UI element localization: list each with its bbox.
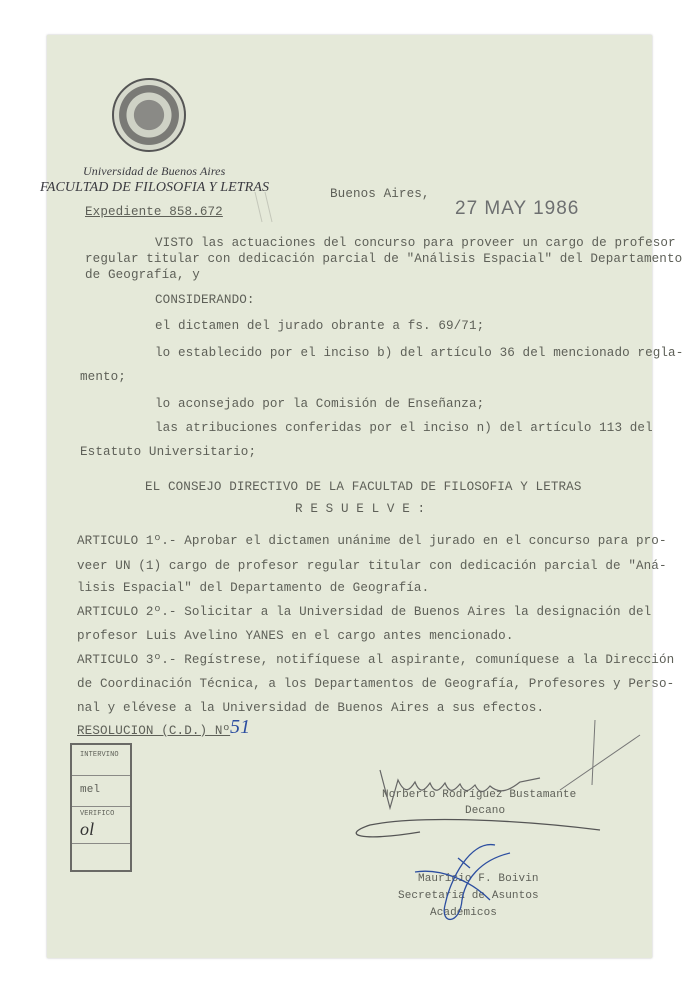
intervino-value: mel: [80, 784, 101, 796]
signatory-title: Decano: [465, 805, 506, 817]
consejo-heading: EL CONSEJO DIRECTIVO DE LA FACULTAD DE FILOSOFIA Y LETRAS: [145, 480, 582, 494]
signatory-name: Norberto Rodríguez Bustamante: [382, 789, 577, 801]
resolucion-number: 51: [230, 716, 251, 738]
considerando-item: Estatuto Universitario;: [80, 445, 257, 459]
date-stamp: 27 MAY 1986: [455, 198, 580, 219]
verifico-label: VERIFICO: [80, 810, 115, 818]
place: Buenos Aires,: [330, 187, 430, 201]
visto-line: regular titular con dedicación parcial de "Análisis Espacial" del Departamento: [85, 252, 683, 266]
visto-line: de Geografía, y: [85, 268, 200, 282]
articulo-2: profesor Luis Avelino YANES en el cargo antes mencionado.: [77, 629, 514, 643]
resuelve-heading: R E S U E L V E :: [295, 502, 426, 516]
signatory-title: Secretaria de Asuntos: [398, 890, 539, 902]
signatory-title: Académicos: [430, 907, 498, 919]
expediente: Expediente 858.672: [85, 205, 223, 219]
verifico-value: ol: [80, 819, 95, 839]
visto-line: VISTO las actuaciones del concurso para proveer un cargo de profesor: [155, 236, 676, 250]
articulo-1: ARTICULO 1º.- Aprobar el dictamen unánime del jurado en el concurso para pro-: [77, 534, 667, 548]
articulo-2: ARTICULO 2º.- Solicitar a la Universidad de Buenos Aires la designación del: [77, 605, 652, 619]
faculty-name: FACULTAD DE FILOSOFIA Y LETRAS: [40, 180, 270, 195]
considerando-heading: CONSIDERANDO:: [155, 293, 255, 307]
resolucion-label: RESOLUCION (C.D.) Nº: [77, 724, 231, 738]
considerando-item: mento;: [80, 370, 126, 384]
considerando-item: lo establecido por el inciso b) del artículo 36 del mencionado regla-: [155, 346, 684, 360]
articulo-3: de Coordinación Técnica, a los Departamentos de Geografía, Profesores y Perso-: [77, 677, 675, 691]
university-name: Universidad de Buenos Aires: [83, 164, 226, 178]
articulo-3: ARTICULO 3º.- Regístrese, notifíquese al aspirante, comuníquese a la Dirección: [77, 653, 675, 667]
signatory-name: Mauricio F. Boivin: [418, 873, 539, 885]
considerando-item: las atribuciones conferidas por el inciso n) del artículo 113 del: [155, 421, 653, 435]
articulo-3: nal y elévese a la Universidad de Buenos Aires a sus efectos.: [77, 701, 545, 715]
articulo-1: lisis Espacial" del Departamento de Geografía.: [77, 581, 430, 595]
articulo-1: veer UN (1) cargo de profesor regular titular con dedicación parcial de "Aná-: [77, 559, 667, 573]
considerando-item: el dictamen del jurado obrante a fs. 69/71;: [155, 319, 485, 333]
considerando-item: lo aconsejado por la Comisión de Enseñanza;: [155, 397, 485, 411]
intervino-label: INTERVINO: [80, 751, 119, 759]
